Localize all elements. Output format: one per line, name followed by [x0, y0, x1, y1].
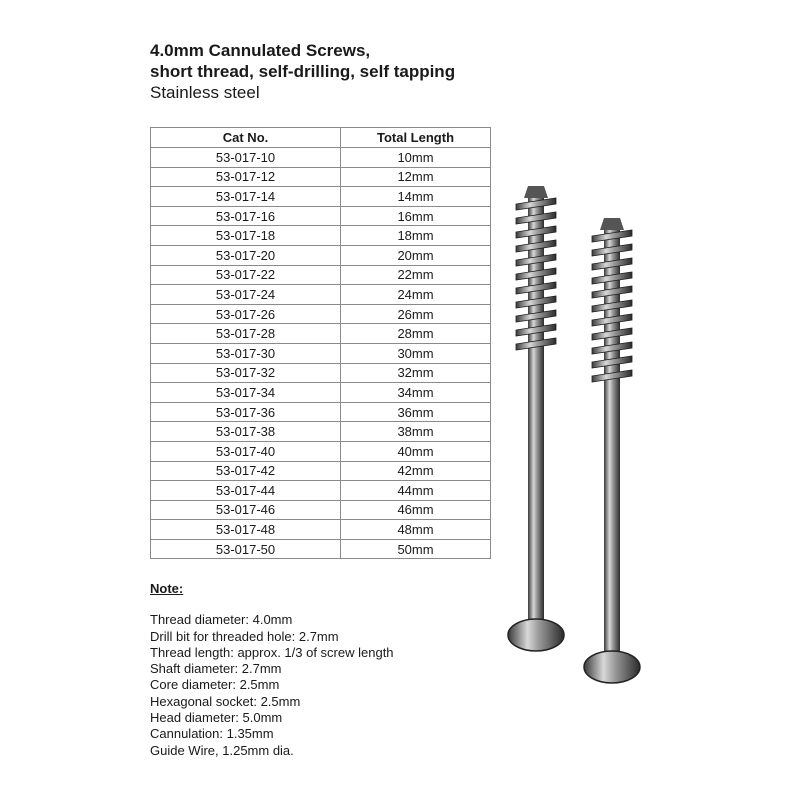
cat-no-cell: 53-017-28: [151, 324, 341, 344]
screw-shaft: [584, 218, 640, 683]
table-row: [151, 324, 491, 344]
total-length-cell: 26mm: [341, 304, 491, 324]
total-length-cell: 18mm: [341, 226, 491, 246]
total-length-cell: 30mm: [341, 343, 491, 363]
cat-no-cell: 53-017-20: [151, 245, 341, 265]
total-length-cell: 50mm: [341, 539, 491, 559]
table-row: [151, 304, 491, 324]
column-header-cat-no: Cat No.: [151, 128, 341, 148]
cat-no-cell: 53-017-34: [151, 383, 341, 403]
total-length-cell: 36mm: [341, 402, 491, 422]
note-line: Guide Wire, 1.25mm dia.: [150, 742, 294, 758]
cat-no-cell: 53-017-26: [151, 304, 341, 324]
cat-no-cell: 53-017-46: [151, 500, 341, 520]
table-row: [151, 148, 491, 168]
cat-no-cell: 53-017-48: [151, 520, 341, 540]
total-length-cell: 24mm: [341, 285, 491, 305]
table-row: [151, 245, 491, 265]
note-line: Hexagonal socket: 2.5mm: [150, 693, 301, 709]
note-line: Core diameter: 2.5mm: [150, 677, 280, 693]
total-length-cell: 14mm: [341, 187, 491, 207]
table-row: [151, 285, 491, 305]
table-row: [151, 265, 491, 285]
table-row: [151, 539, 491, 559]
table-row: [151, 500, 491, 520]
catalog-table: [150, 127, 491, 559]
note-list: [150, 612, 394, 759]
total-length-cell: 12mm: [341, 167, 491, 187]
cat-no-cell: 53-017-10: [151, 148, 341, 168]
short-screw-image: [576, 212, 648, 687]
note-line: Thread length: approx. 1/3 of screw length: [150, 644, 394, 660]
note-heading: Note:: [150, 581, 184, 596]
total-length-cell: 34mm: [341, 383, 491, 403]
note-line: Thread diameter: 4.0mm: [150, 612, 293, 628]
table-row: [151, 383, 491, 403]
cat-no-cell: 53-017-14: [151, 187, 341, 207]
total-length-cell: 40mm: [341, 441, 491, 461]
table-row: [151, 441, 491, 461]
total-length-cell: 10mm: [341, 148, 491, 168]
table-row: [151, 402, 491, 422]
total-length-cell: 44mm: [341, 481, 491, 501]
table-row: [151, 363, 491, 383]
table-row: [151, 206, 491, 226]
cat-no-cell: 53-017-12: [151, 167, 341, 187]
table-row: [151, 422, 491, 442]
cat-no-cell: 53-017-44: [151, 481, 341, 501]
cat-no-cell: 53-017-30: [151, 343, 341, 363]
material-line: Stainless steel: [150, 83, 260, 102]
title-line-2: short thread, self-drilling, self tapping: [150, 62, 456, 81]
title-line-1: 4.0mm Cannulated Screws,: [150, 41, 371, 60]
total-length-cell: 42mm: [341, 461, 491, 481]
cat-no-cell: 53-017-38: [151, 422, 341, 442]
table-row: [151, 481, 491, 501]
note-line: Head diameter: 5.0mm: [150, 710, 283, 726]
table-row: [151, 226, 491, 246]
cat-no-cell: 53-017-32: [151, 363, 341, 383]
cat-no-cell: 53-017-16: [151, 206, 341, 226]
table-row: [151, 461, 491, 481]
total-length-cell: 22mm: [341, 265, 491, 285]
table-body: [151, 148, 491, 559]
total-length-cell: 32mm: [341, 363, 491, 383]
note-section: [150, 581, 394, 759]
product-title: [150, 40, 650, 103]
table-row: [151, 187, 491, 207]
note-line: Shaft diameter: 2.7mm: [150, 661, 282, 677]
note-line: Cannulation: 1.35mm: [150, 726, 274, 742]
total-length-cell: 46mm: [341, 500, 491, 520]
cat-no-cell: 53-017-22: [151, 265, 341, 285]
total-length-cell: 16mm: [341, 206, 491, 226]
total-length-cell: 48mm: [341, 520, 491, 540]
cat-no-cell: 53-017-24: [151, 285, 341, 305]
total-length-cell: 20mm: [341, 245, 491, 265]
note-line: Drill bit for threaded hole: 2.7mm: [150, 628, 339, 644]
table-header-row: [151, 128, 491, 148]
total-length-cell: 28mm: [341, 324, 491, 344]
total-length-cell: 38mm: [341, 422, 491, 442]
screw-shaft: [508, 186, 564, 651]
column-header-total-length: Total Length: [341, 128, 491, 148]
table-row: [151, 520, 491, 540]
cat-no-cell: 53-017-42: [151, 461, 341, 481]
cat-no-cell: 53-017-50: [151, 539, 341, 559]
table-row: [151, 167, 491, 187]
cat-no-cell: 53-017-18: [151, 226, 341, 246]
table-row: [151, 343, 491, 363]
cat-no-cell: 53-017-40: [151, 441, 341, 461]
long-screw-image: [500, 180, 572, 655]
cat-no-cell: 53-017-36: [151, 402, 341, 422]
